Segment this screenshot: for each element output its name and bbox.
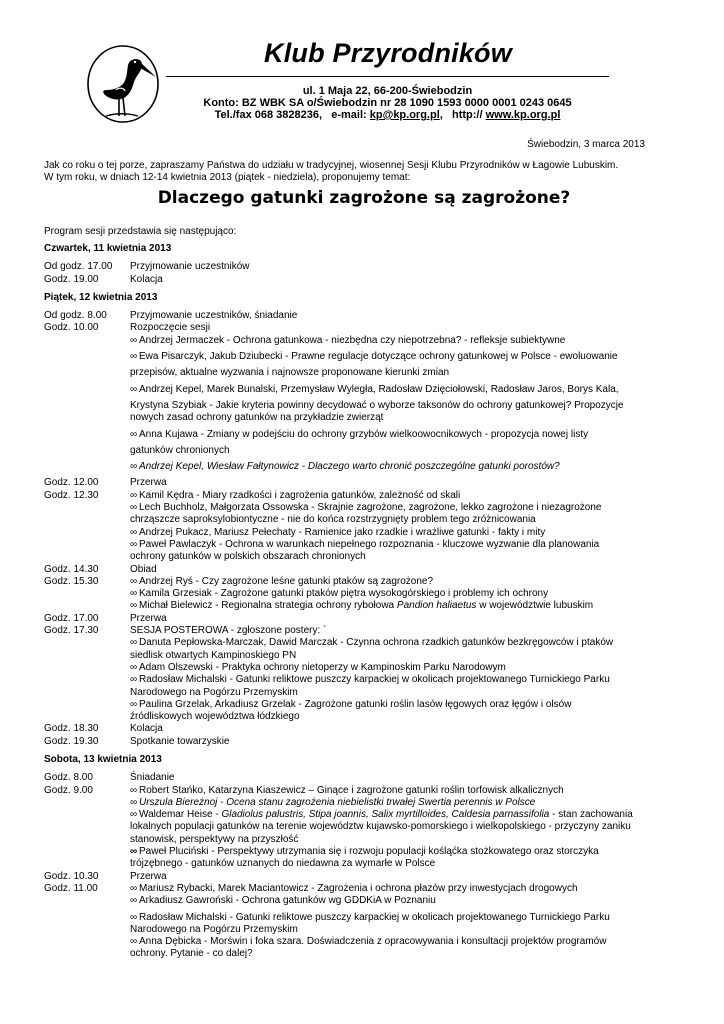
talk-item (44, 846, 684, 858)
talk-text: Andrzej Pukacz, Mariusz Pełechaty - Ramienice jako rzadkie i wrażliwe gatunki - fakty i mity (139, 526, 546, 538)
talk-text: ochrony gatunków w polskich obszarach chronionych (130, 551, 366, 563)
infinity-bullet-icon: ∞ (130, 796, 138, 808)
intro-line-2: W tym roku, w dniach 12-14 kwietnia 2013 (piątek - niedziela), proponujemy temat: (44, 172, 411, 183)
infinity-bullet-icon: ∞ (130, 895, 138, 907)
schedule-row (44, 736, 684, 748)
talk-item (44, 895, 684, 907)
talk-item (44, 809, 684, 821)
time: Godz. 17.00 (44, 612, 99, 624)
talk-text: przepisów, aktualne wyzwania i najnowsze proponowane kierunki zmian (130, 367, 450, 379)
infinity-bullet-icon: ∞ (130, 461, 138, 473)
schedule-row (44, 261, 684, 273)
talk-text: Lech Buchholz, Małgorzata Ossowska - Skrajnie zagrożone, zagrożone, lekko zagrożone i niezagrożone (139, 502, 602, 514)
talk-text: Ewa Pisarczyk, Jakub Dziubecki - Prawne regulacje dotyczące ochrony gatunkowej w Polsce - ewoluowanie (139, 351, 618, 363)
infinity-bullet-icon: ∞ (130, 351, 138, 363)
schedule-row (44, 490, 684, 502)
infinity-bullet-icon: ∞ (130, 936, 138, 948)
time: Godz. 15.30 (44, 575, 99, 587)
talk-item (44, 539, 684, 551)
talk-text: gatunków chronionych (130, 444, 230, 456)
email-link[interactable]: kp@kp.org.pl (369, 109, 440, 121)
schedule-row (44, 477, 684, 489)
www-link[interactable]: www.kp.org.pl (485, 109, 561, 121)
talk-text: Michał Bielewicz - Regionalna strategia ochrony rybołowa (139, 600, 397, 612)
club-address: ul. 1 Maja 22, 66-200-Świebodzin (302, 85, 473, 97)
time: Godz. 19.00 (44, 273, 99, 285)
talk-continuation (44, 834, 684, 846)
intro-line-1: Jak co roku o tej porze, zapraszamy Państwa do udziału w tradycyjnej, wiosennej Sesji Klubu Przyrodników w Łagowie Lubuskim. (44, 160, 619, 171)
club-title: Klub Przyrodników (264, 38, 512, 68)
activity: Rozpoczęcie sesji (130, 322, 211, 334)
poster-text: Adam Olszewski - Praktyka ochrony nietoperzy w Kampinoskim Parku Narodowym (139, 661, 506, 673)
talk-continuation (44, 445, 684, 457)
talk-item (44, 335, 684, 347)
letter-date: Świebodzin, 3 marca 2013 (527, 139, 645, 150)
talk-text: Waldemar Heise - (139, 809, 222, 821)
talk-item (44, 588, 684, 600)
talk-continuation (44, 948, 684, 960)
activity: Kolacja (130, 273, 163, 285)
activity: Przyjmowanie uczestników (130, 261, 250, 273)
talk-text: Mariusz Rybacki, Marek Maciantowicz - Zagrożenia i ochrona płazów przy inwestycjach drogowych (139, 882, 578, 894)
talk-continuation (44, 514, 684, 526)
talk-text: Krystyna Szybiak - Jakie kryteria powinny decydować o wyborze taksonów do ochrony gatunkowej? Propozycje (130, 399, 624, 411)
poster-item (44, 674, 684, 686)
session-topic: Dlaczego gatunki zagrożone są zagrożone? (157, 188, 571, 208)
schedule-row (44, 613, 684, 625)
infinity-bullet-icon: ∞ (130, 502, 138, 514)
infinity-bullet-icon: ∞ (130, 882, 138, 894)
talk-text: Kamila Grzesiak - Zagrożone gatunki ptaków piętra wysokogórskiego i problemy ich ochrony (139, 588, 549, 600)
schedule-row (44, 772, 684, 784)
talk-text: Andrzej Kepel, Wiesław Fałtynowicz - Dlaczego warto chronić poszczególne gatunki porostów? (139, 461, 560, 473)
time: Godz. 8.00 (44, 772, 93, 784)
activity: Przerwa (130, 477, 167, 489)
time: Godz. 9.00 (44, 784, 93, 796)
schedule-row (44, 322, 684, 334)
bank-account: Konto: BZ WBK SA o/Świebodzin nr 28 1090 1593 0000 0001 0243 0645 (203, 97, 572, 109)
talk-item (44, 527, 684, 539)
day-heading-thursday: Czwartek, 11 kwietnia 2013 (44, 243, 172, 254)
talk-text: Andrzej Jermaczek - Ochrona gatunkowa - niezbędna czy niepotrzebna? - refleksje subiektywne (139, 334, 566, 346)
poster-text: Paulina Grzelak, Arkadiusz Grzelak - Zagrożone gatunki roślin lasów łęgowych oraz łęgów i olsów (139, 698, 572, 710)
time: Godz. 18.30 (44, 723, 99, 735)
infinity-bullet-icon: ∞ (130, 489, 138, 501)
activity: Kolacja (130, 723, 163, 735)
poster-item (44, 637, 684, 649)
activity: Przerwa (130, 612, 167, 624)
infinity-bullet-icon: ∞ (130, 698, 138, 710)
poster-text: Radosław Michalski - Gatunki reliktowe puszczy karpackiej w okolicach projektowanego Turnickiego Parku (139, 674, 610, 686)
time: Godz. 17.30 (44, 625, 99, 637)
time: Godz. 12.30 (44, 489, 99, 501)
talk-item (44, 351, 684, 363)
talk-continuation (44, 412, 684, 424)
contact-line: Tel./fax 068 3828236, e-mail: kp@kp.org.pl, http:// www.kp.org.pl (214, 109, 561, 121)
infinity-bullet-icon: ∞ (130, 588, 138, 600)
talk-item (44, 912, 684, 924)
talk-item (44, 384, 684, 396)
infinity-bullet-icon: ∞ (130, 846, 138, 858)
www-label: http:// (452, 109, 483, 121)
schedule-row (44, 723, 684, 735)
header-rule (166, 76, 609, 77)
poster-continuation (44, 711, 684, 723)
schedule-row (44, 871, 684, 883)
talk-continuation (44, 821, 684, 833)
time: Od godz. 8.00 (44, 310, 107, 322)
talk-text: Robert Stańko, Katarzyna Kiaszewicz – Ginące i zagrożone gatunki roślin torfowisk alkalicznych (139, 784, 564, 796)
activity: Spotkanie towarzyskie (130, 735, 230, 747)
schedule-row (44, 274, 684, 286)
poster-text: siedlisk otwartych Kampinoskiego PN (130, 649, 297, 661)
poster-item (44, 699, 684, 711)
infinity-bullet-icon: ∞ (130, 526, 138, 538)
infinity-bullet-icon: ∞ (130, 661, 138, 673)
talk-text: Anna Dębicka - Morświn i foka szara. Doświadczenia z opracowywania i konsultacji projektów programów (139, 936, 607, 948)
talk-text: stanowisk, perspektywy na przyszłość (130, 833, 299, 845)
talk-text: trójzębnego - gatunków uznanych do niedawna za wymarłe w Polsce (130, 858, 436, 870)
talk-text: ochrony. Pytanie - co dalej? (130, 948, 253, 960)
schedule-row (44, 310, 684, 322)
time: Godz. 14.30 (44, 563, 99, 575)
activity: Przerwa (130, 870, 167, 882)
infinity-bullet-icon: ∞ (130, 784, 138, 796)
infinity-bullet-icon: ∞ (130, 383, 138, 395)
schedule-row (44, 883, 684, 895)
talk-text: - stan zachowania (549, 809, 633, 821)
day-heading-friday: Piątek, 12 kwietnia 2013 (44, 291, 158, 303)
talk-continuation (44, 551, 684, 563)
poster-text: Narodowego na Pogórzu Przemyskim (130, 686, 298, 698)
program-intro: Program sesji przedstawia się następująco: (44, 226, 237, 237)
infinity-bullet-icon: ∞ (130, 575, 138, 587)
talk-text: Urszula Biereżnoj - Ocena stanu zagrożenia niebielistki trwałej Swertia perennis w Polsce (139, 796, 536, 808)
poster-text: Danuta Pepłowska-Marczak, Dawid Marczak - Czynna ochrona rzadkich gatunków bezkręgowców i ptaków (139, 637, 614, 649)
talk-continuation (44, 858, 684, 870)
infinity-bullet-icon: ∞ (130, 911, 138, 923)
poster-continuation (44, 650, 684, 662)
activity: SESJA POSTEROWA - zgłoszone postery: ` (130, 625, 327, 637)
time: Godz. 10.00 (44, 322, 99, 334)
schedule-row (44, 576, 684, 588)
day-heading-saturday: Sobota, 13 kwietnia 2013 (44, 753, 162, 765)
infinity-bullet-icon: ∞ (130, 600, 138, 612)
infinity-bullet-icon: ∞ (130, 334, 138, 346)
time: Godz. 10.30 (44, 870, 99, 882)
talk-item (44, 461, 684, 473)
schedule-row (44, 625, 684, 637)
talk-text: Kamil Kędra - Miary rzadkości i zagrożenia gatunków, zależność od skali (139, 489, 461, 501)
phone-fax: Tel./fax 068 3828236, (214, 109, 323, 121)
activity: Przyjmowanie uczestników, śniadanie (130, 310, 298, 322)
talk-text: Andrzej Ryś - Czy zagrożone leśne gatunki ptaków są zagrożone? (139, 575, 434, 587)
talk-text: Paweł Pluciński - Perspektywy utrzymania się i rozwoju populacji kośląćka stożkowatego oraz storczyka (139, 846, 599, 858)
infinity-bullet-icon: ∞ (130, 637, 138, 649)
activity: Śniadanie (130, 772, 175, 784)
talk-text: Anna Kujawa - Zmiany w podejściu do ochrony grzybów wielkoowocnikowych - propozycja nowej listy (139, 428, 589, 440)
talk-item (44, 797, 684, 809)
infinity-bullet-icon: ∞ (130, 538, 138, 550)
talk-text: Narodowego na Pogórzu Przemyskim (130, 923, 298, 935)
talk-text: chrząszcze saproksylobiontyczne - nie do końca rozstrzygnięty problem tego zróżnicowania (130, 514, 536, 526)
talk-text: Andrzej Kepel, Marek Bunalski, Przemysław Wyległa, Radosław Dzięciołowski, Radosław Jaros, Borys Kala, (139, 383, 619, 395)
poster-continuation (44, 687, 684, 699)
talk-item (44, 429, 684, 441)
species-names: Gladiolus palustris, Stipa joannis, Salix myrtilloides, Caldesia parnassifolia (221, 809, 550, 821)
poster-item (44, 662, 684, 674)
time: Godz. 12.00 (44, 477, 99, 489)
talk-item (44, 936, 684, 948)
talk-text: w województwie lubuskim (476, 600, 594, 612)
infinity-bullet-icon: ∞ (130, 809, 138, 821)
activity: Obiad (130, 563, 157, 575)
species-name: Pandion haliaetus (396, 600, 477, 612)
talk-text: lokalnych populacji gatunków na terenie województw kujawsko-pomorskiego i wielkopolskiego - przyczyny zaniku (130, 821, 631, 833)
time: Godz. 19.30 (44, 735, 99, 747)
talk-text: Paweł Pawlaczyk - Ochrona w warunkach niepełnego rozpoznania - kluczowe wyzwanie dla planowania (139, 538, 600, 550)
talk-text: nowych zasad ochrony gatunków na przykładzie zwierząt (130, 412, 384, 424)
talk-continuation (44, 924, 684, 936)
poster-text: źródliskowych województwa łódzkiego (130, 711, 300, 723)
time: Godz. 11.00 (44, 882, 98, 894)
schedule-row (44, 564, 684, 576)
talk-continuation (44, 367, 684, 379)
talk-item (44, 600, 684, 612)
schedule-row (44, 785, 684, 797)
email-label: e-mail: (331, 109, 367, 121)
talk-item (44, 502, 684, 514)
infinity-bullet-icon: ∞ (130, 428, 138, 440)
time: Od godz. 17.00 (44, 261, 113, 273)
talk-continuation (44, 400, 684, 412)
talk-text: Arkadiusz Gawroński - Ochrona gatunków wg GDDKiA w Poznaniu (139, 895, 436, 907)
stork-logo-icon (86, 44, 160, 124)
schedule (44, 240, 684, 961)
infinity-bullet-icon: ∞ (130, 674, 138, 686)
talk-text: Radosław Michalski - Gatunki reliktowe puszczy karpackiej w okolicach projektowanego Turnickiego Parku (139, 911, 610, 923)
